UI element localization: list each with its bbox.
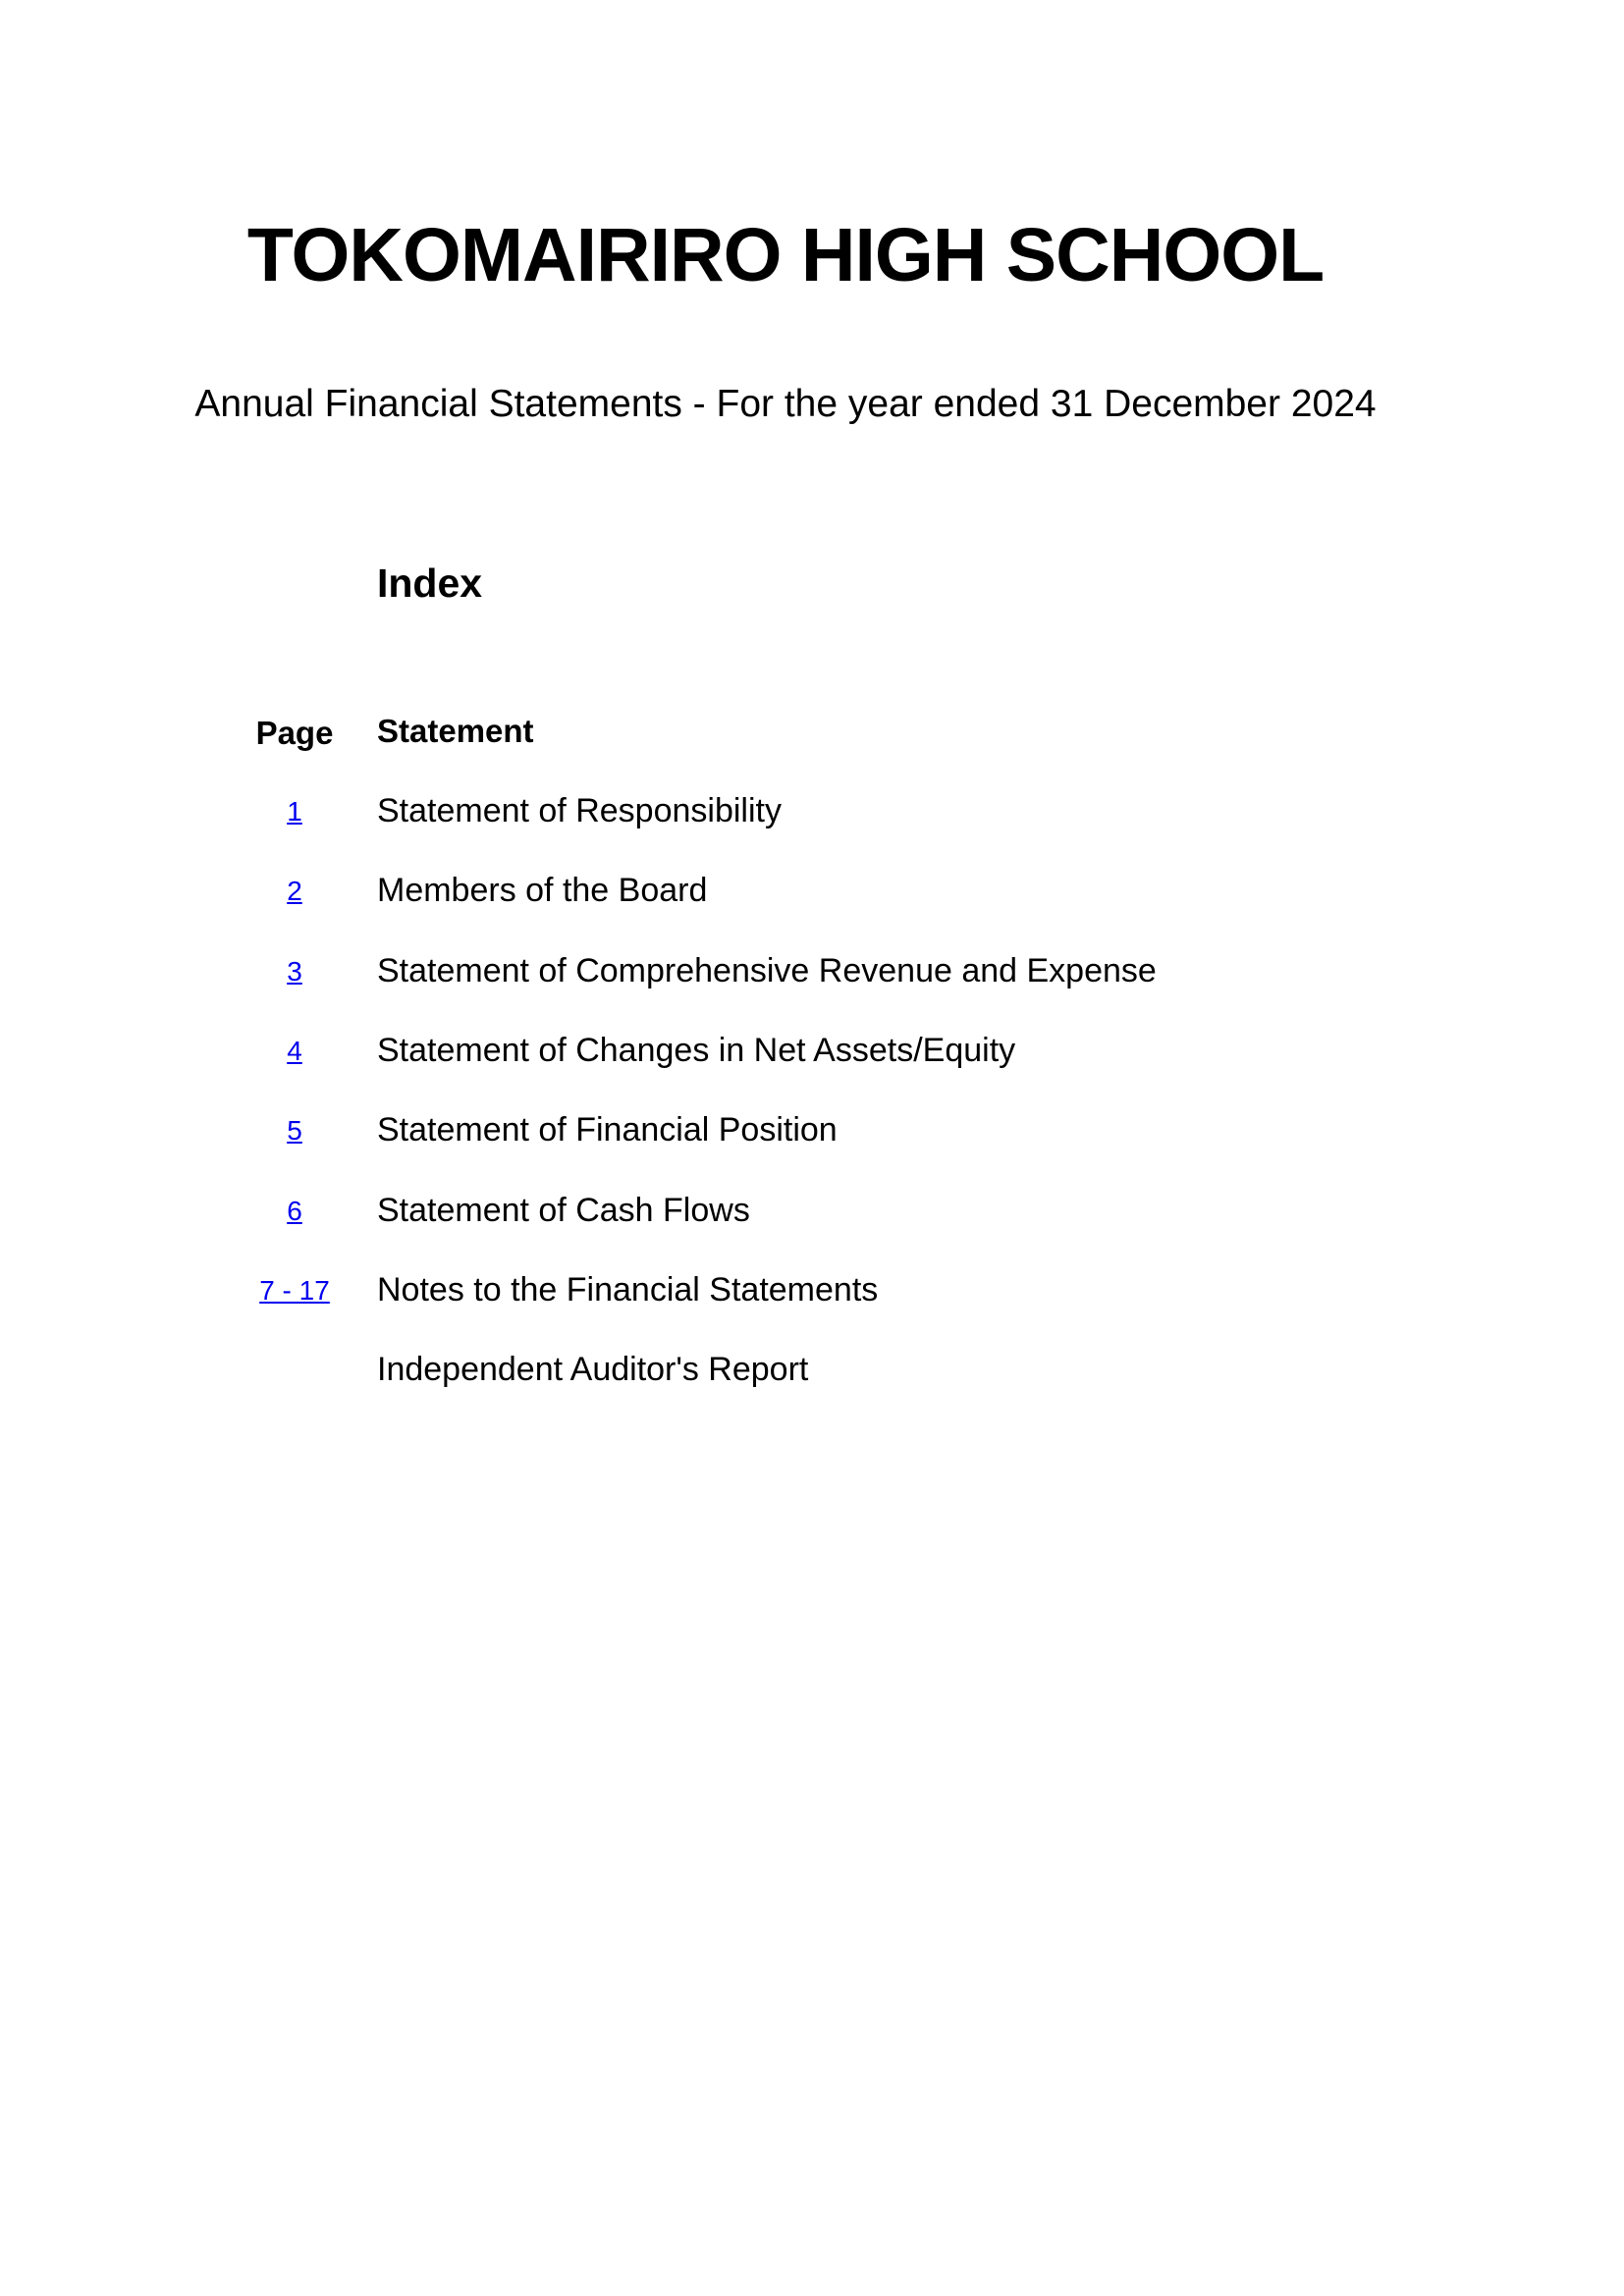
page-link[interactable]: 7 - 17 bbox=[259, 1275, 330, 1306]
statement-label: Statement of Financial Position bbox=[377, 1111, 838, 1148]
statement-label: Independent Auditor's Report bbox=[377, 1351, 809, 1388]
column-header-statement: Statement bbox=[377, 713, 534, 749]
page-link[interactable]: 2 bbox=[287, 876, 302, 906]
index-row bbox=[0, 874, 1624, 923]
index-row bbox=[0, 1034, 1624, 1083]
statement-label: Statement of Responsibility bbox=[377, 792, 782, 829]
statement-label: Members of the Board bbox=[377, 872, 708, 909]
page-link[interactable]: 3 bbox=[287, 956, 302, 987]
page-link[interactable]: 5 bbox=[287, 1115, 302, 1146]
index-row bbox=[0, 1194, 1624, 1243]
statement-label: Statement of Comprehensive Revenue and Expense bbox=[377, 952, 1157, 989]
index-row bbox=[0, 954, 1624, 1003]
statement-label: Notes to the Financial Statements bbox=[377, 1271, 879, 1308]
page-link[interactable]: 6 bbox=[287, 1196, 302, 1226]
index-row bbox=[0, 1353, 1624, 1402]
index-row bbox=[0, 794, 1624, 843]
index-row bbox=[0, 1113, 1624, 1162]
document-subtitle: Annual Financial Statements - For the year ended 31 December 2024 bbox=[194, 383, 1377, 425]
statement-label: Statement of Cash Flows bbox=[377, 1192, 750, 1229]
column-header-page: Page bbox=[255, 715, 334, 751]
page-link[interactable]: 4 bbox=[287, 1036, 302, 1066]
index-row bbox=[0, 1273, 1624, 1322]
index-heading: Index bbox=[377, 561, 483, 606]
school-title: TOKOMAIRIRO HIGH SCHOOL bbox=[246, 213, 1325, 297]
page-link[interactable]: 1 bbox=[287, 796, 302, 827]
statement-label: Statement of Changes in Net Assets/Equity bbox=[377, 1032, 1016, 1069]
